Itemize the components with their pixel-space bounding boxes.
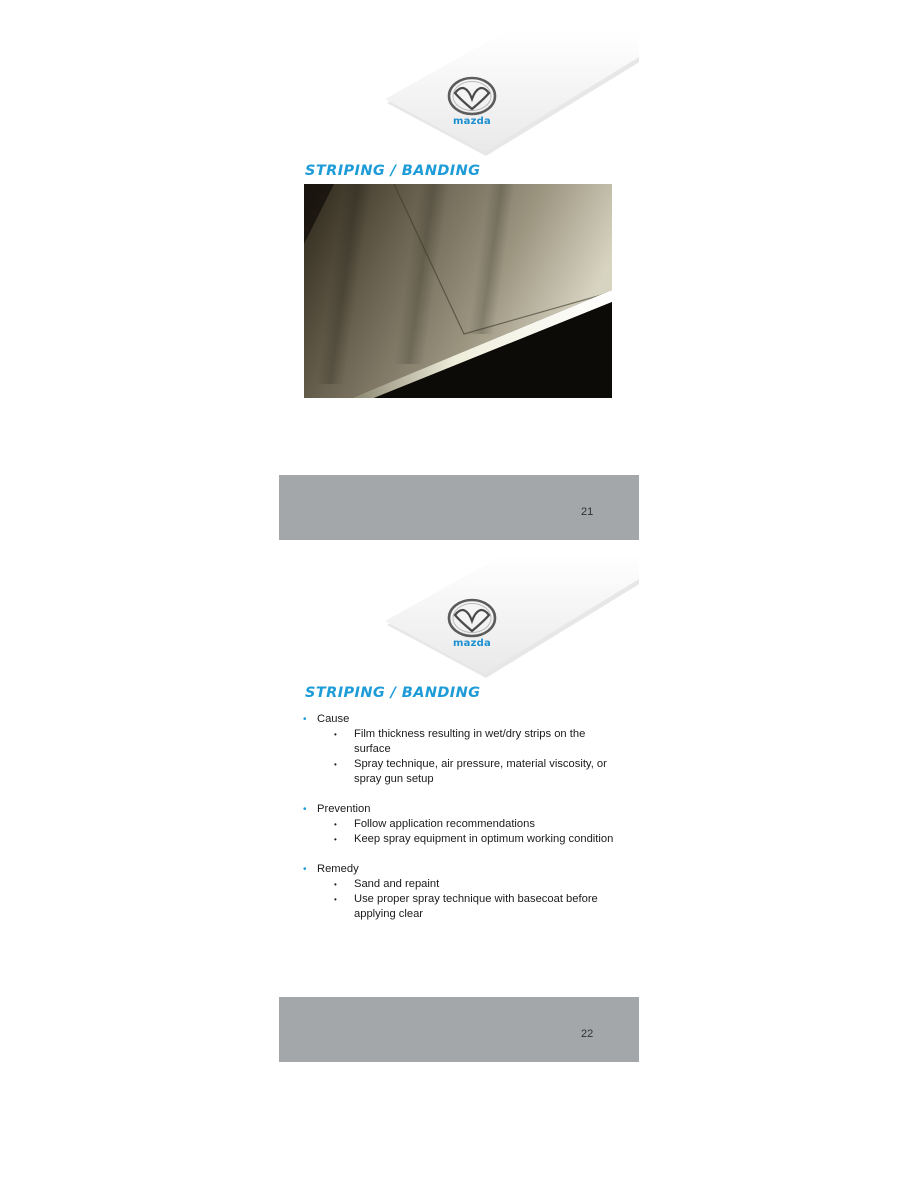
slide-title: STRIPING / BANDING bbox=[305, 685, 481, 701]
logo-wordmark: mazda bbox=[453, 116, 491, 127]
list-item: • Film thickness resulting in wet/dry strips on the surface bbox=[317, 727, 623, 757]
slide-22 bbox=[279, 554, 639, 1062]
section-remedy bbox=[303, 862, 623, 922]
logo-wordmark: mazda bbox=[453, 638, 491, 649]
slide-footer bbox=[279, 475, 639, 540]
list-item: • Use proper spray technique with basecoat before applying clear bbox=[317, 892, 623, 922]
section-cause bbox=[303, 712, 623, 787]
list-item: • Sand and repaint bbox=[317, 877, 623, 892]
page-number: 21 bbox=[581, 506, 594, 518]
section-heading: Remedy bbox=[317, 863, 359, 875]
list-item: • Spray technique, air pressure, material viscosity, or spray gun setup bbox=[317, 757, 623, 787]
striping-defect-photo bbox=[304, 184, 612, 398]
slide-banner bbox=[279, 32, 639, 162]
slide-21 bbox=[279, 32, 639, 540]
slide-banner bbox=[279, 554, 639, 684]
cause-prevention-remedy-list bbox=[303, 712, 623, 937]
section-heading: Cause bbox=[317, 713, 350, 725]
list-item: • Follow application recommendations bbox=[317, 817, 623, 832]
slide-footer bbox=[279, 997, 639, 1062]
section-prevention bbox=[303, 802, 623, 847]
list-item: • Keep spray equipment in optimum working condition bbox=[317, 832, 623, 847]
section-heading: Prevention bbox=[317, 803, 371, 815]
page-number: 22 bbox=[581, 1028, 594, 1040]
slide-title: STRIPING / BANDING bbox=[305, 163, 481, 179]
